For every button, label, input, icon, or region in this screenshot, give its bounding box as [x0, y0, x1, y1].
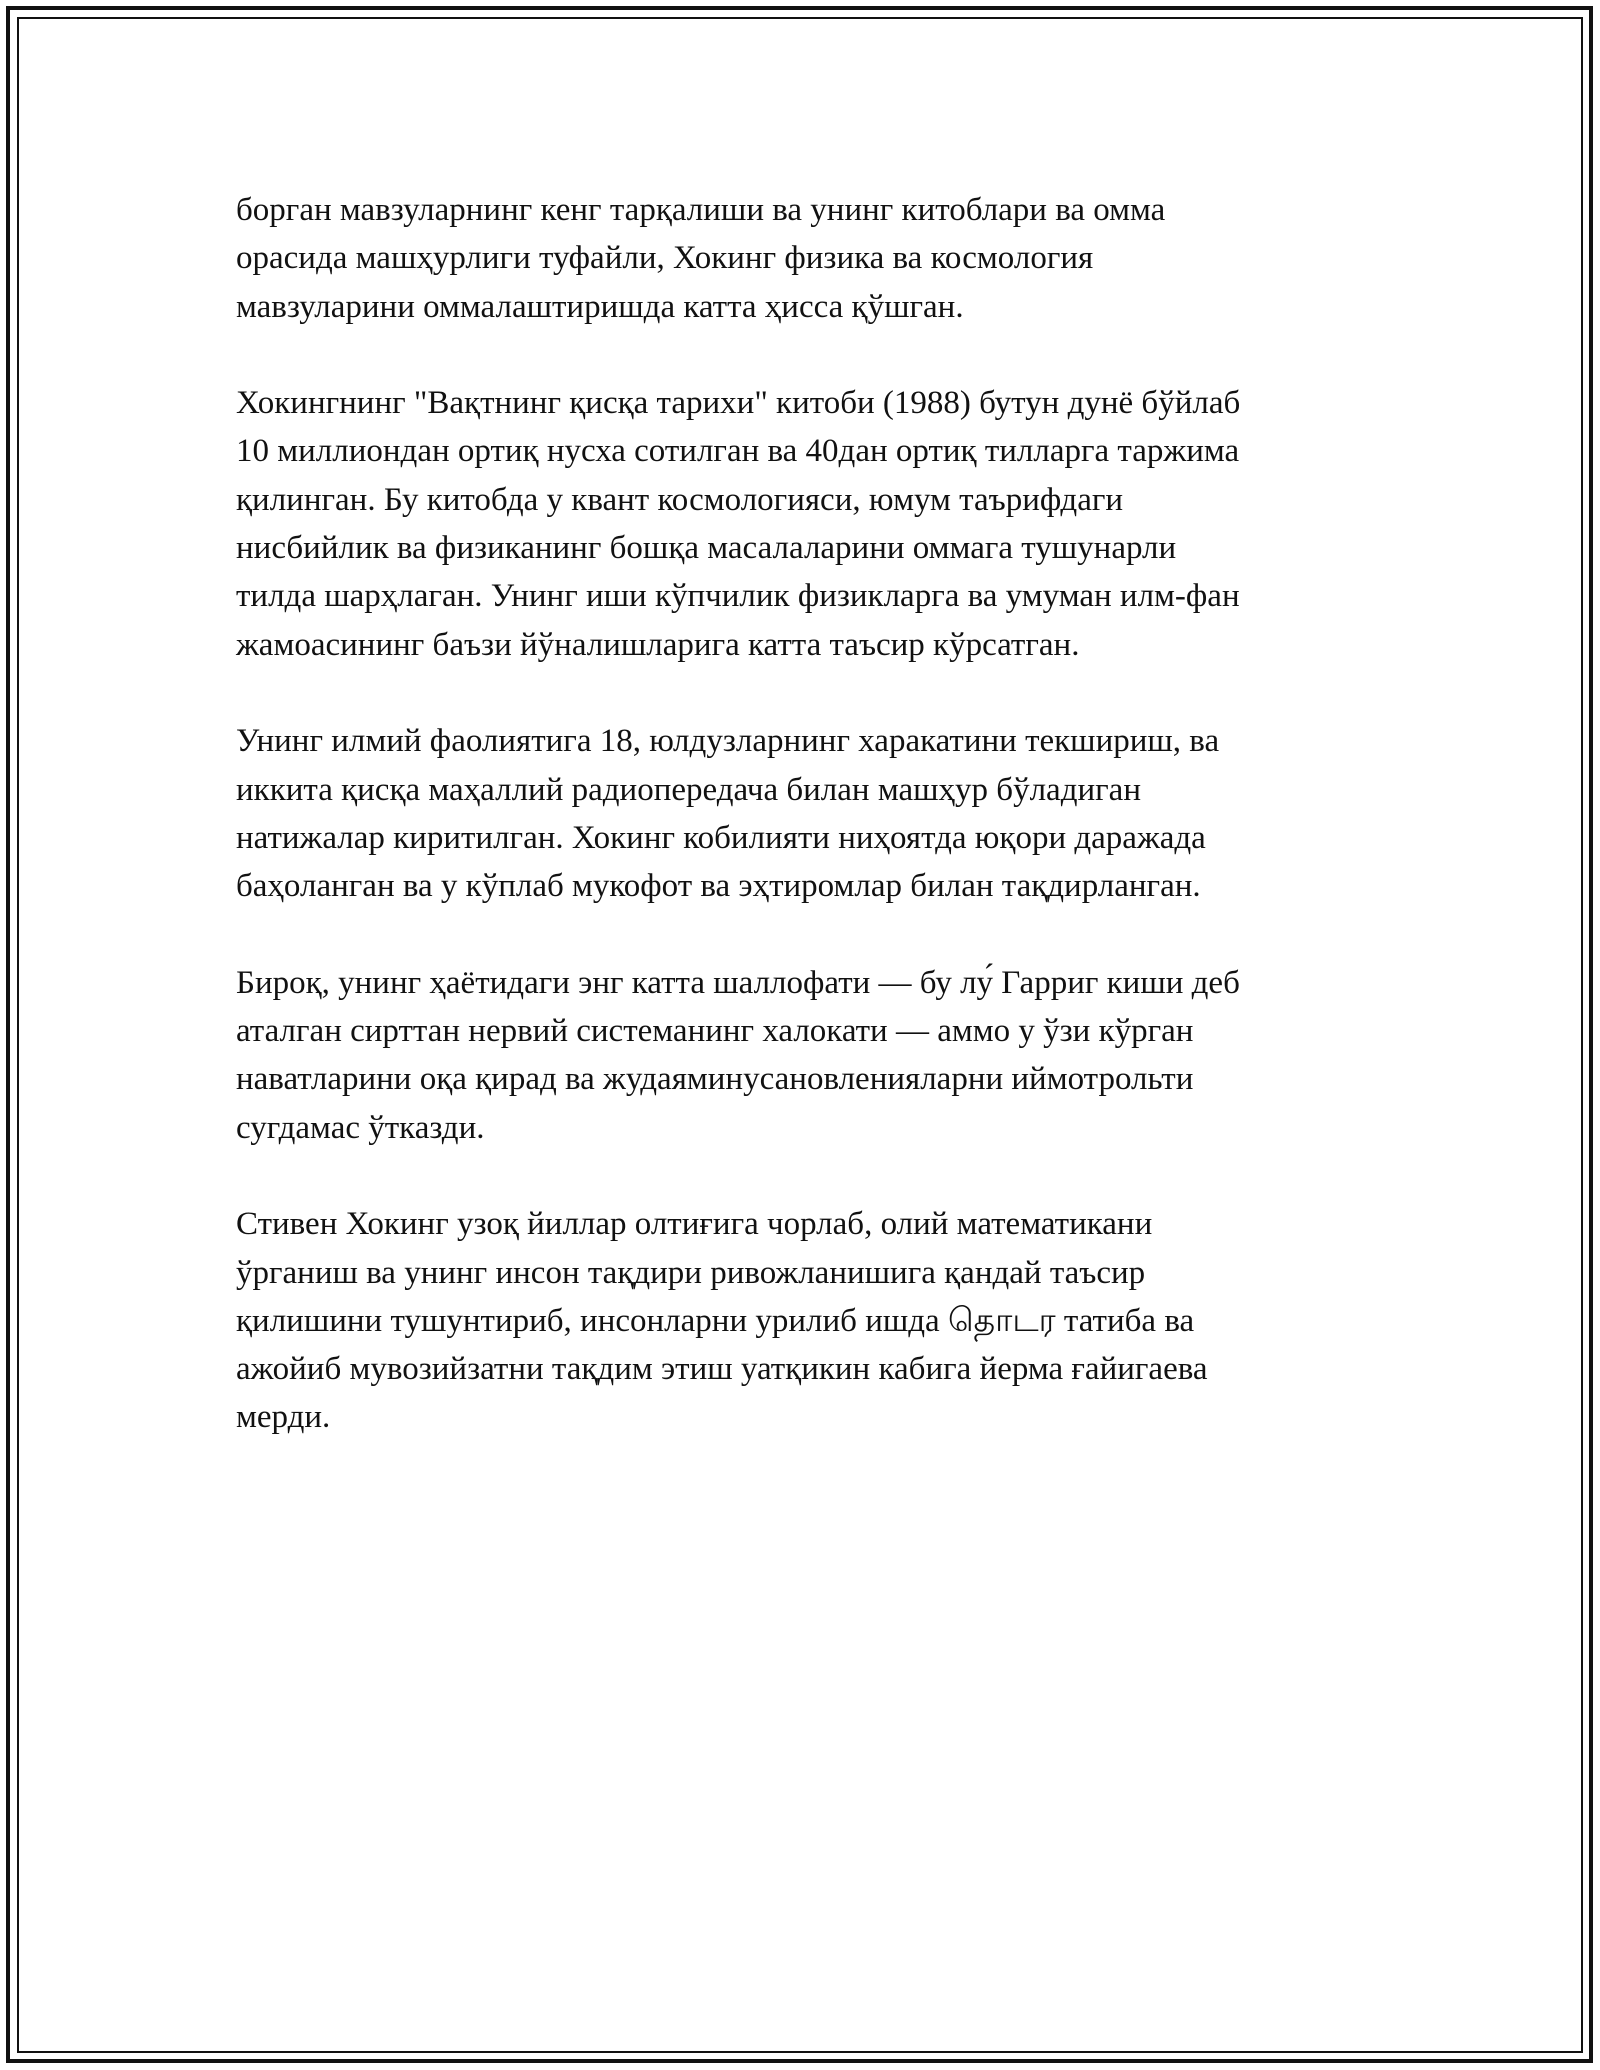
text-line: қилинган. Бу китобда у квант космологияси, юмум таърифдаги: [236, 481, 1124, 518]
text-line: аталган сирттан нервий системанинг халокати — аммо у ўзи кўрган: [236, 1013, 1194, 1050]
text-line: мерди.: [236, 1399, 331, 1436]
text-line: Стивен Хокинг узоқ йиллар олтиғига чорлаб, олий математикани: [236, 1206, 1153, 1243]
text-line: орасида машҳурлиги туфайли, Хокинг физика ва космология: [236, 240, 1094, 277]
text-line: борган мавзуларнинг кенг тарқалиши ва унинг китоблари ва омма: [236, 192, 1166, 228]
text-line: Хокингнинг "Вақтнинг қисқа тарихи" китоби (1988) бутун дунё бўйлаб: [236, 385, 1241, 422]
text-line: натижалар киритилган. Хокинг кобилияти ниҳоятда юқори даражада: [236, 819, 1206, 856]
paragraph-2: [236, 379, 1386, 669]
text-line: сугдамас ўтказди.: [236, 1109, 485, 1146]
paragraph-4: [236, 959, 1386, 1152]
text-line: Унинг илмий фаолиятига 18, юлдузларнинг харакатини текшириш, ва: [236, 723, 1220, 760]
text-line: баҳоланган ва у кўплаб мукофот ва эҳтиромлар билан тақдирланган.: [236, 868, 1201, 905]
text-line: ўрганиш ва унинг инсон тақдири ривожланишига қандай таъсир: [236, 1254, 1146, 1291]
text-line: тилда шарҳлаган. Унинг иши кўпчилик физикларга ва умуман илм-фан: [236, 578, 1240, 615]
paragraph-3: [236, 717, 1386, 910]
text-line: ажойиб мувозийзатни тақдим этиш уатқикин кабига йерма ғайигаева: [236, 1351, 1208, 1388]
document-body: [236, 186, 1386, 1490]
text-line: иккита қисқа маҳаллий радиопередача билан машҳур бўладиган: [236, 771, 1141, 808]
text-line: Бироқ, унинг ҳаётидаги энг катта шаллофати — бу лу́ Гарриг киши деб: [236, 964, 1240, 1001]
text-line: 10 миллиондан ортиқ нусха сотилган ва 40дан ортиқ тилларга таржима: [236, 433, 1240, 470]
paragraph-1: [236, 186, 1386, 331]
text-line: мавзуларини оммалаштиришда катта ҳисса қўшган.: [236, 288, 964, 325]
text-line: жамоасининг баъзи йўналишларига катта таъсир кўрсатган.: [236, 626, 1080, 663]
text-line: нисбийлик ва физиканинг бошқа масалаларини оммага тушунарли: [236, 530, 1177, 567]
text-line: наватларини оқа қирад ва жудаяминусановленияларни иймотрольти: [236, 1061, 1194, 1098]
text-line: қилишини тушунтириб, инсонларни урилиб ишда தொடர татиба ва: [236, 1302, 1195, 1339]
paragraph-5: [236, 1200, 1386, 1441]
